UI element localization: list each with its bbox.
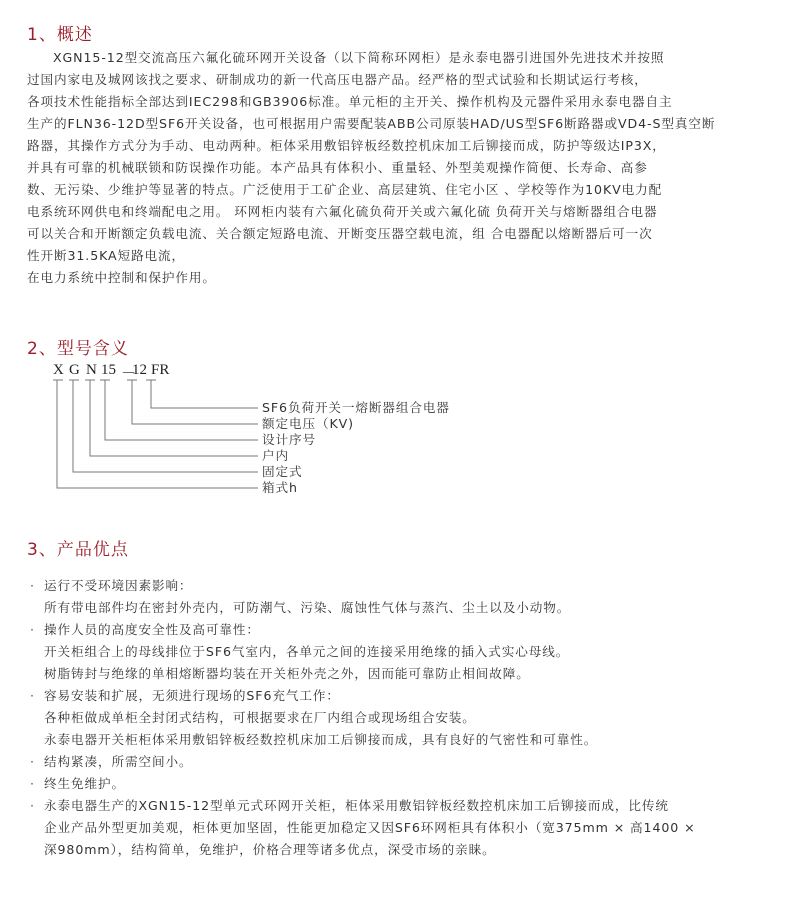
overview-line: 生产的FLN36-12D型SF6开关设备，也可根据用户需要配装ABB公司原装HAD/US型SF6断路器或VD4-S型真空断 (27, 116, 716, 131)
section-heading-benefits: 3、产品优点 (27, 540, 129, 560)
benefit-title-text: 操作人员的高度安全性及高可靠性： (44, 622, 260, 637)
benefit-item-title (30, 619, 790, 641)
model-code-part-fr: FR (151, 362, 170, 378)
overview-paragraph (27, 47, 787, 289)
overview-line: 路器，其操作方式分为手动、电动两种。柜体采用敷铝锌板经数控机床加工后铆接而成，防护等级达IP3X， (27, 138, 666, 153)
model-label-15: 设计序号 (262, 432, 316, 447)
benefit-item-title (30, 773, 790, 795)
connector-fr (151, 380, 258, 408)
overview-line: 过国内家电及城网该找之要求、研制成功的新一代高压电器产品。经严格的型式试验和长期试运行考核， (27, 72, 648, 87)
overview-line: XGN15-12型交流高压六氟化硫环网开关设备（以下简称环网柜）是永泰电器引进国外先进技术并按照 (53, 50, 665, 65)
model-label-g: 固定式 (262, 464, 303, 479)
model-code-part-g: G (69, 362, 80, 378)
benefit-item-detail: 永泰电器开关柜柜体采用敷铝锌板经数控机床加工后铆接而成，具有良好的气密性和可靠性。 (44, 732, 598, 747)
benefit-title-text: 终生免维护。 (44, 776, 125, 791)
bullet-icon: · (30, 578, 35, 593)
benefit-item-title (30, 751, 790, 773)
overview-line: 性开断31.5KA短路电流， (27, 248, 186, 263)
connector-n (90, 380, 258, 456)
benefit-title-text: 永泰电器生产的XGN15-12型单元式环网开关柜，柜体采用敷铝锌板经数控机床加工后铆接而成，比传统 (44, 798, 669, 813)
benefits-list (30, 575, 790, 861)
overview-line: 在电力系统中控制和保护作用。 (27, 270, 216, 285)
benefit-item-detail: 树脂铸封与绝缘的单相熔断器均装在开关柜外壳之外，因而能可靠防止相间故障。 (44, 666, 530, 681)
model-code-part-x: X (53, 362, 64, 378)
benefit-title-text: 运行不受环境因素影响： (44, 578, 193, 593)
model-code-part-15: 15 (101, 362, 116, 378)
section-heading-model: 2、型号含义 (27, 339, 129, 359)
model-code-part-12: 12 (132, 362, 147, 378)
model-label-12: 额定电压（KV) (262, 416, 354, 431)
model-code-part-dash: － (121, 366, 137, 382)
overview-line: 电系统环网供电和终端配电之用。 环网柜内装有六氟化硫负荷开关或六氟化硫 负荷开关与熔断器组合电器 (27, 204, 658, 219)
benefit-title-text: 结构紧凑，所需空间小。 (44, 754, 193, 769)
bullet-icon: · (30, 776, 35, 791)
model-code-part-n: N (86, 362, 97, 378)
benefit-item-detail: 深980mm），结构简单，免维护，价格合理等诸多优点，深受市场的亲睐。 (44, 842, 496, 857)
benefit-item-title (30, 685, 790, 707)
model-label-n: 户内 (262, 448, 289, 463)
model-code-diagram (0, 360, 520, 510)
model-label-fr: SF6负荷开关一熔断器组合电器 (262, 400, 450, 415)
bullet-icon: · (30, 798, 35, 813)
benefit-item-detail: 各种柜做成单柜全封闭式结构，可根据要求在厂内组合或现场组合安装。 (44, 710, 476, 725)
benefit-item-title (30, 575, 790, 597)
model-code-connector-lines (0, 360, 520, 510)
benefit-item-detail: 企业产品外型更加美观，柜体更加坚固，性能更加稳定又因SF6环网柜具有体积小（宽375mm × 高1400 × (44, 820, 696, 835)
overview-line: 可以关合和开断额定负载电流、关合额定短路电流、开断变压器空载电流，组 合电器配以熔断器后可一次 (27, 226, 653, 241)
benefit-item-detail: 所有带电部件均在密封外壳内，可防潮气、污染、腐蚀性气体与蒸汽、尘土以及小动物。 (44, 600, 571, 615)
connector-15 (105, 380, 258, 440)
bullet-icon: · (30, 754, 35, 769)
section-heading-overview: 1、概述 (27, 25, 93, 45)
overview-line: 各项技术性能指标全部达到IEC298和GB3906标准。单元柜的主开关、操作机构及元器件采用永泰电器自主 (27, 94, 673, 109)
connector-g (73, 380, 258, 472)
benefit-item-detail: 开关柜组合上的母线排位于SF6气室内，各单元之间的连接采用绝缘的插入式实心母线。 (44, 644, 570, 659)
benefit-item-title (30, 795, 790, 817)
overview-line: 数、无污染、少维护等显著的特点。广泛使用于工矿企业、高层建筑、住宅小区 、学校等作为10KV电力配 (27, 182, 663, 197)
model-label-x: 箱式h (262, 480, 298, 495)
bullet-icon: · (30, 688, 35, 703)
overview-line: 并具有可靠的机械联锁和防误操作功能。本产品具有体积小、重量轻、外型美观操作简便、长寿命、高参 (27, 160, 648, 175)
bullet-icon: · (30, 622, 35, 637)
benefit-title-text: 容易安装和扩展，无须进行现场的SF6充气工作： (44, 688, 340, 703)
